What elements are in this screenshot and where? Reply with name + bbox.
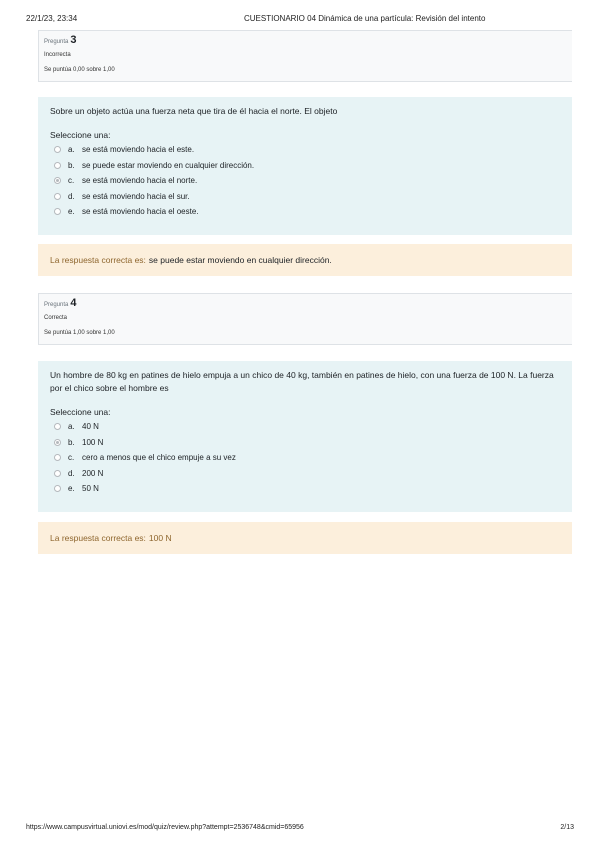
radio-button[interactable] bbox=[54, 146, 61, 153]
answer-list bbox=[50, 419, 560, 497]
answer-text: se está moviendo hacia el sur. bbox=[82, 191, 190, 201]
answer-text: cero a menos que el chico empuje a su vez bbox=[82, 453, 236, 463]
answer-letter: e. bbox=[68, 207, 75, 217]
answer-letter: b. bbox=[68, 437, 75, 447]
print-page-number: 2/13 bbox=[560, 824, 574, 831]
answer-text: 100 N bbox=[82, 437, 104, 447]
answer-option[interactable] bbox=[50, 435, 560, 451]
radio-button[interactable] bbox=[54, 193, 61, 200]
answer-option[interactable] bbox=[50, 450, 560, 466]
question-number-value: 4 bbox=[70, 297, 77, 309]
radio-button-selected[interactable] bbox=[54, 439, 61, 446]
answer-letter: c. bbox=[68, 453, 75, 463]
question-text-line: Sobre un objeto actúa una fuerza neta que tira de él hacia el norte. El objeto bbox=[50, 106, 338, 116]
answer-text: 40 N bbox=[82, 422, 99, 432]
answer-option[interactable] bbox=[50, 173, 560, 189]
answer-option[interactable] bbox=[50, 481, 560, 497]
answer-option[interactable] bbox=[50, 419, 560, 435]
answer-prompt: Seleccione una: bbox=[50, 130, 111, 140]
print-footer bbox=[26, 824, 574, 836]
feedback-label: La respuesta correcta es: bbox=[50, 533, 146, 543]
answer-option[interactable] bbox=[50, 142, 560, 158]
answer-letter: a. bbox=[68, 422, 75, 432]
print-url: https://www.campusvirtual.uniovi.es/mod/quiz/review.php?attempt=2536748&cmid=65956 bbox=[26, 824, 304, 831]
answer-text: 200 N bbox=[82, 468, 104, 478]
radio-button[interactable] bbox=[54, 454, 61, 461]
question-4-feedback bbox=[38, 522, 572, 554]
answer-letter: e. bbox=[68, 484, 75, 494]
question-number bbox=[44, 298, 567, 310]
answer-letter: d. bbox=[68, 191, 75, 201]
radio-button-selected[interactable] bbox=[54, 177, 61, 184]
print-date: 22/1/23, 23:34 bbox=[26, 14, 78, 23]
print-header bbox=[26, 14, 574, 26]
question-3-info bbox=[38, 30, 572, 82]
question-number-value: 3 bbox=[70, 34, 77, 46]
question-4-formulation bbox=[38, 361, 572, 512]
question-state: Incorrecta bbox=[44, 52, 71, 58]
question-text-line: Un hombre de 80 kg en patines de hielo empuja a un chico de 40 kg, también en patines de hielo, con una fuerza de 100 N. La fuerza bbox=[50, 370, 554, 380]
feedback-label: La respuesta correcta es: bbox=[50, 255, 146, 265]
answer-option[interactable] bbox=[50, 204, 560, 220]
question-number bbox=[44, 35, 567, 47]
question-text bbox=[50, 369, 560, 395]
question-text bbox=[50, 105, 560, 118]
radio-button[interactable] bbox=[54, 423, 61, 430]
question-label: Pregunta bbox=[44, 302, 69, 308]
radio-button[interactable] bbox=[54, 162, 61, 169]
question-3-formulation bbox=[38, 97, 572, 235]
answer-text: se está moviendo hacia el norte. bbox=[82, 176, 198, 186]
radio-button[interactable] bbox=[54, 208, 61, 215]
answer-letter: c. bbox=[68, 176, 75, 186]
answer-option[interactable] bbox=[50, 466, 560, 482]
answer-letter: b. bbox=[68, 160, 75, 170]
radio-button[interactable] bbox=[54, 470, 61, 477]
question-grade: Se puntúa 1,00 sobre 1,00 bbox=[44, 330, 115, 336]
question-text-line: por el chico sobre el hombre es bbox=[50, 383, 169, 393]
question-label: Pregunta bbox=[44, 39, 69, 45]
answer-text: se puede estar moviendo en cualquier dirección. bbox=[82, 160, 255, 170]
question-grade: Se puntúa 0,00 sobre 1,00 bbox=[44, 67, 115, 73]
feedback-answer: se puede estar moviendo en cualquier dirección. bbox=[148, 255, 332, 265]
question-state: Correcta bbox=[44, 315, 68, 321]
answer-option[interactable] bbox=[50, 189, 560, 205]
question-3-feedback bbox=[38, 244, 572, 276]
answer-letter: d. bbox=[68, 468, 75, 478]
answer-prompt: Seleccione una: bbox=[50, 407, 111, 417]
print-page-title: CUESTIONARIO 04 Dinámica de una partícula: Revisión del intento bbox=[244, 14, 486, 23]
answer-option[interactable] bbox=[50, 158, 560, 174]
question-4-info bbox=[38, 293, 572, 345]
radio-button[interactable] bbox=[54, 485, 61, 492]
answer-text: se está moviendo hacia el este. bbox=[82, 145, 195, 155]
answer-text: se está moviendo hacia el oeste. bbox=[82, 207, 199, 217]
answer-letter: a. bbox=[68, 145, 75, 155]
feedback-answer: 100 N bbox=[148, 533, 172, 543]
answer-list bbox=[50, 142, 560, 220]
answer-text: 50 N bbox=[82, 484, 99, 494]
